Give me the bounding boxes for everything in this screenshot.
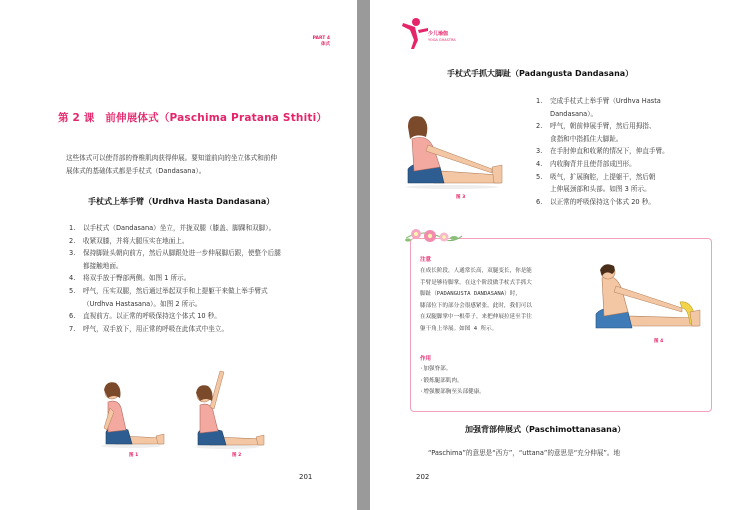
effect-item: ·增强腰部胸至头部健康。 xyxy=(420,389,485,395)
part-header-tag xyxy=(313,36,330,48)
step-item: 7. 呼气，双手放下，用正常的呼吸在此体式中坐立。 xyxy=(69,324,229,333)
note-heading: 注意 xyxy=(420,257,432,263)
note-line: 膝部位下的部分会很感紧张。此时，我们可以 xyxy=(420,302,532,309)
figure-4-illustration xyxy=(582,262,702,340)
effects-heading: 作用 xyxy=(420,356,432,362)
figure-3-caption: 图 3 xyxy=(456,195,466,200)
figure-2-caption: 图 2 xyxy=(232,453,242,458)
note-line: 躯干角上举展。如图 4 所示。 xyxy=(420,325,498,332)
figure-2-illustration xyxy=(184,365,270,451)
header-tag-line1: PART 4 xyxy=(312,36,330,41)
figure-1-illustration xyxy=(92,372,170,450)
header-tag-line2: 体式 xyxy=(321,42,330,47)
step-item: 5. 吸气，扩展胸腔，上提躯干，然后朝 上伸展颈部和头部。如图 3 所示。 xyxy=(536,172,656,194)
intro-line2: 展体式的基础体式都是手杖式（Dandasana）。 xyxy=(66,167,206,175)
step-item: 6. 直视前方。以正常的呼吸保持这个体式 10 秒。 xyxy=(69,312,221,321)
step-item: 4. 将双手放于臀部两侧。如图 1 所示。 xyxy=(69,274,191,283)
effect-item: ·锻炼腿部肌肉。 xyxy=(420,377,463,384)
page-number-left: 201 xyxy=(299,473,313,481)
note-line: 手臂是够待脚掌。在这个阶段做手杖式手抓大 xyxy=(420,279,532,286)
step-item: 3. 在手肘伸直和收紧的情况下，伸直手臂。 xyxy=(536,147,669,156)
steps-list xyxy=(69,222,339,335)
note-line: 在成长阶段，人通常长高，双腿变长，你是能 xyxy=(420,268,532,274)
figure-3-illustration xyxy=(400,105,504,191)
brand-title: 少儿瑜伽 xyxy=(428,31,449,37)
section-title: 手杖式上举手臂（Urdhva Hasta Dandasana） xyxy=(88,197,275,206)
effects-list xyxy=(420,364,485,399)
note-line: 在双腿脚掌中一根带子，来把伸展拉延至手往 xyxy=(420,314,532,320)
figure-4-caption: 图 4 xyxy=(654,339,664,344)
section-title-right: 手杖式手抓大脚趾（Padangusta Dandasana） xyxy=(447,69,634,78)
intro-paragraph xyxy=(66,152,336,178)
step-item: 1. 以手杖式（Dandasana）坐立，并拢双腿（膝盖、脚踝和双脚）。 xyxy=(69,224,276,232)
step-item: 6. 以正常的呼吸保持这个体式 20 秒。 xyxy=(536,197,655,206)
note-line: 脚趾（PADANGUSTA DANDASANA）时， xyxy=(420,291,521,297)
step-item: 4. 内收胸背并且使背部成凹形。 xyxy=(536,159,636,168)
step-item: 3. 保持脚趾头朝向前方，然后从脚跟处进一步伸展脚后跟，使整个后腿 都接触地面。 xyxy=(69,249,281,270)
step-item: 2. 呼气，朝前伸展手臂，然后用拇指、 食指和中指抓住大脚趾。 xyxy=(536,122,656,143)
brand-block xyxy=(428,31,456,43)
left-page xyxy=(0,0,357,510)
step-item: 5. 呼气，压实双腿，然后通过举起双手和上提躯干来做上举手臂式 （Urdhva Hastasana）。如图 2 所示。 xyxy=(69,286,268,308)
bottom-paragraph-line: “Paschima”的意思是“西方”，“uttana”的意思是“充分伸展”。地 xyxy=(428,449,621,457)
brand-subtitle: YOGA GHASTRA xyxy=(428,38,456,42)
figure-1-caption: 图 1 xyxy=(129,453,139,458)
right-page xyxy=(370,0,729,510)
note-body xyxy=(420,266,590,335)
step-item: 2. 收紧双膝，并将大腿压实在地面上。 xyxy=(69,236,189,245)
intro-line1: 这些体式可以使背部的脊椎肌肉获得伸展。要知道前向的坐立体式和前伸 xyxy=(66,154,277,162)
steps-list-right xyxy=(536,95,716,208)
effect-item: ·加强脊部。 xyxy=(420,366,452,372)
yoga-logo-icon xyxy=(400,16,430,50)
flower-decoration-icon xyxy=(404,224,464,248)
page-number-right: 202 xyxy=(416,473,430,481)
lesson-title: 第 2 课 前伸展体式（Paschima Pratana Sthiti） xyxy=(58,112,328,124)
section2-title: 加强背部伸展式（Paschimottanasana） xyxy=(465,425,626,434)
step-item: 1. 完成手杖式上举手臂（Urdhva Hasta Dandasana）。 xyxy=(536,97,661,118)
